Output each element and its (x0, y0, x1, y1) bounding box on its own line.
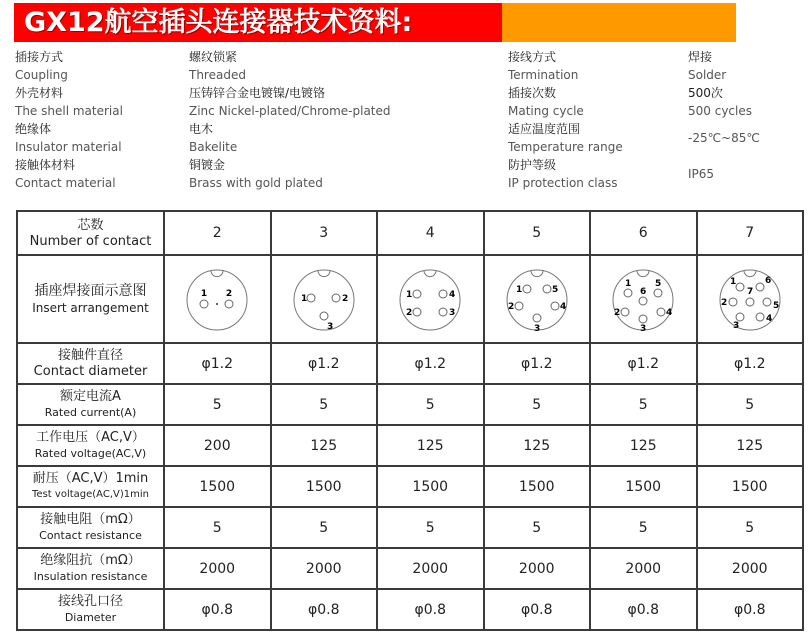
row-header: 接线孔口径 Diameter (17, 589, 164, 630)
svg-text:4: 4 (559, 302, 567, 312)
table-cell: 5 (590, 507, 697, 548)
contact-count: 3 (271, 211, 378, 255)
svg-text:4: 4 (765, 314, 773, 324)
spec-label-en: Temperature range (508, 140, 623, 154)
table-cell: 125 (697, 425, 804, 466)
table-row (17, 343, 803, 384)
svg-text:5: 5 (655, 279, 662, 289)
svg-text:5: 5 (551, 285, 559, 295)
contact-count: 7 (697, 211, 804, 255)
spec-label-zh: 适应温度范围 (508, 122, 581, 136)
spec-table (16, 210, 804, 631)
table-cell: 2000 (697, 548, 804, 589)
spec-value-zh: 500次 (688, 86, 723, 100)
table-cell: 200 (164, 425, 271, 466)
table-cell: φ0.8 (377, 589, 484, 630)
table-cell: φ1.2 (164, 343, 271, 384)
contact-count: 4 (377, 211, 484, 255)
table-cell: 125 (271, 425, 378, 466)
svg-text:3: 3 (533, 324, 541, 334)
row-header: 工作电压（AC,V） Rated voltage(AC,V) (17, 425, 164, 466)
spec-value-zh: 螺纹锁紧 (189, 50, 238, 64)
table-cell: 5 (484, 507, 591, 548)
row-header: 绝缘阻抗（mΩ） Insulation resistance (17, 548, 164, 589)
svg-text:2: 2 (507, 302, 515, 312)
table-cell: 5 (484, 384, 591, 425)
svg-text:3: 3 (732, 321, 740, 331)
insert-arrangement-2 (164, 255, 271, 343)
spec-label-zh: 外壳材料 (15, 86, 64, 100)
table-row (17, 211, 803, 255)
table-cell: 1500 (271, 466, 378, 507)
svg-text:1: 1 (515, 285, 523, 295)
insert-arrangement-4 (377, 255, 484, 343)
spec-label-en: The shell material (15, 104, 123, 118)
table-cell: 5 (164, 507, 271, 548)
svg-text:2: 2 (226, 289, 233, 299)
table-row (17, 589, 803, 630)
svg-text:2: 2 (720, 298, 728, 308)
spec-label-zh: 防护等级 (508, 158, 557, 172)
spec-value-en: Bakelite (189, 140, 238, 154)
row-header: 耐压（AC,V）1min Test voltage(AC,V)1min (17, 466, 164, 507)
svg-text:6: 6 (764, 276, 772, 286)
spec-value-zh: 焊接 (688, 50, 713, 64)
table-cell: φ0.8 (484, 589, 591, 630)
spec-label-en: Insulator material (15, 140, 122, 154)
connector-7pin-icon (715, 264, 785, 334)
table-cell: 2000 (271, 548, 378, 589)
table-cell: 5 (271, 384, 378, 425)
svg-text:2: 2 (406, 308, 413, 318)
row-header: 接触电阻（mΩ） Contact resistance (17, 507, 164, 548)
table-cell: 5 (271, 507, 378, 548)
row-header: 额定电流A Rated current(A) (17, 384, 164, 425)
svg-text:1: 1 (406, 290, 413, 300)
table-row (17, 255, 803, 343)
spec-label-zh: 接触体材料 (15, 158, 76, 172)
contact-count: 2 (164, 211, 271, 255)
table-cell: φ1.2 (377, 343, 484, 384)
table-cell: 1500 (590, 466, 697, 507)
table-cell: 5 (377, 507, 484, 548)
svg-text:2: 2 (341, 294, 349, 304)
spec-label-zh: 接线方式 (508, 50, 557, 64)
table-cell: 2000 (590, 548, 697, 589)
spec-label-en: Coupling (15, 68, 68, 82)
table-row (17, 507, 803, 548)
row-header: 接触件直径 Contact diameter (17, 343, 164, 384)
svg-text:3: 3 (640, 324, 647, 334)
spec-label-zh: 绝缘体 (15, 122, 52, 136)
table-row (17, 548, 803, 589)
svg-text:1: 1 (729, 277, 737, 287)
svg-text:4: 4 (666, 308, 673, 318)
row-header: 插座焊接面示意图 Insert arrangement (17, 255, 164, 343)
spec-value-zh: 电木 (189, 122, 214, 136)
spec-label-en: Contact material (15, 176, 116, 190)
table-cell: φ1.2 (697, 343, 804, 384)
table-cell: 1500 (164, 466, 271, 507)
table-cell: 5 (697, 507, 804, 548)
connector-6pin-icon (608, 264, 678, 334)
spec-value-zh: 压铸锌合金电镀镍/电镀铬 (189, 86, 326, 100)
table-cell: φ1.2 (271, 343, 378, 384)
row-header: 芯数 Number of contact (17, 211, 164, 255)
connector-2pin-icon (182, 264, 252, 334)
insert-arrangement-3 (271, 255, 378, 343)
table-cell: 2000 (164, 548, 271, 589)
spec-label-en: IP protection class (508, 176, 618, 190)
table-cell: φ0.8 (590, 589, 697, 630)
svg-text:7: 7 (746, 287, 754, 297)
svg-text:1: 1 (625, 279, 632, 289)
table-row (17, 466, 803, 507)
table-cell: 1500 (377, 466, 484, 507)
svg-text:5: 5 (772, 301, 780, 311)
banner-accent (502, 3, 736, 42)
table-cell: 5 (377, 384, 484, 425)
table-cell: 125 (484, 425, 591, 466)
table-cell: 125 (377, 425, 484, 466)
table-cell: 1500 (697, 466, 804, 507)
svg-text:3: 3 (326, 322, 334, 332)
spec-value-en: Threaded (189, 68, 246, 82)
table-cell: 5 (590, 384, 697, 425)
table-cell: 2000 (484, 548, 591, 589)
svg-text:1: 1 (300, 294, 308, 304)
insert-arrangement-5 (484, 255, 591, 343)
svg-text:2: 2 (614, 308, 621, 318)
spec-value-en: Solder (688, 68, 727, 82)
contact-count: 5 (484, 211, 591, 255)
spec-label-en: Termination (508, 68, 579, 82)
table-cell: 125 (590, 425, 697, 466)
table-row (17, 425, 803, 466)
table-cell: φ1.2 (590, 343, 697, 384)
spec-label-en: Mating cycle (508, 104, 584, 118)
spec-value-en: Brass with gold plated (189, 176, 323, 190)
table-cell: 5 (697, 384, 804, 425)
table-cell: φ1.2 (484, 343, 591, 384)
svg-text:4: 4 (449, 290, 456, 300)
table-cell: 2000 (377, 548, 484, 589)
connector-4pin-icon (395, 264, 465, 334)
spec-value: IP65 (688, 167, 715, 181)
spec-value: -25℃~85℃ (688, 131, 760, 145)
table-cell: φ0.8 (271, 589, 378, 630)
spec-label-zh: 插接方式 (15, 50, 64, 64)
spec-value-zh: 铜镀金 (189, 158, 226, 172)
spec-value-en: 500 cycles (688, 104, 752, 118)
table-cell: 1500 (484, 466, 591, 507)
spec-label-zh: 插接次数 (508, 86, 557, 100)
table-cell: φ0.8 (697, 589, 804, 630)
contact-count: 6 (590, 211, 697, 255)
table-cell: φ0.8 (164, 589, 271, 630)
table-row (17, 384, 803, 425)
connector-5pin-icon (502, 264, 572, 334)
title-banner (14, 3, 736, 42)
svg-text:3: 3 (449, 308, 456, 318)
svg-text:6: 6 (640, 287, 647, 297)
table-cell: 5 (164, 384, 271, 425)
banner-title: GX12航空插头连接器技术资料: (14, 3, 502, 42)
connector-3pin-icon (289, 264, 359, 334)
insert-arrangement-6 (590, 255, 697, 343)
insert-arrangement-7 (697, 255, 804, 343)
spec-value-en: Zinc Nickel-plated/Chrome-plated (189, 104, 391, 118)
svg-text:1: 1 (201, 289, 208, 299)
